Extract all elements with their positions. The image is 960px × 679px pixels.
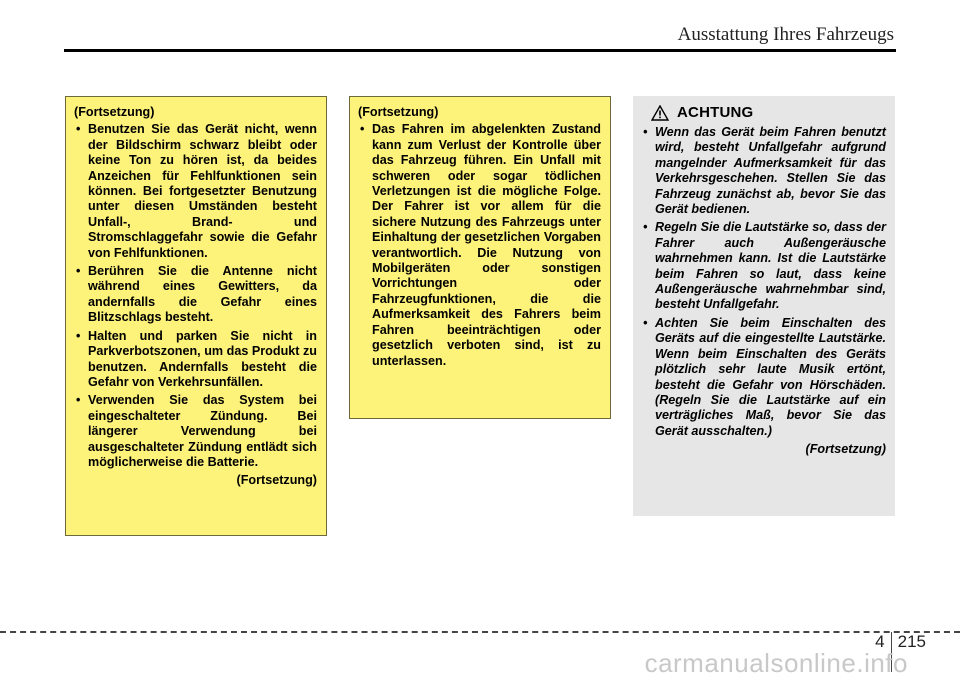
footer-rule — [0, 631, 960, 633]
header-rule — [64, 49, 896, 52]
continued-label: (Fortsetzung) — [74, 105, 155, 119]
continues-label: (Fortsetzung) — [805, 442, 886, 457]
warning-header — [651, 105, 886, 121]
warning-title: ACHTUNG — [677, 104, 754, 122]
bullet-list — [641, 125, 886, 439]
bullet-list — [358, 122, 601, 369]
list-item: • Halten und parken Sie nicht in Parkverbotszonen, um das Produkt zu benutzen. Andernfalls besteht die Gefahr von Verkehrsunfällen. — [74, 329, 317, 391]
watermark: carmanualsonline.info — [644, 648, 908, 678]
page-number-value: 215 — [897, 632, 926, 651]
warning-box — [633, 96, 895, 516]
list-item: • Benutzen Sie das Gerät nicht, wenn der Bildschirm schwarz bleibt oder keine Ton zu hören ist, da beides Anzeichen für Fehlfunktionen sein können. Bei fortgesetzter Benutzung unter diesen Umständen besteht Unfall-, Brand- und Stromschlaggefahr sowie die Gefahr von Fehlfunktionen. — [74, 122, 317, 261]
page-header-title: Ausstattung Ihres Fahrzeugs — [677, 24, 894, 45]
list-item: • Regeln Sie die Lautstärke so, dass der Fahrer auch Außengeräusche wahrnehmen kann. Ist die Lautstärke beim Fahren so laut, dass keine Außengeräusche wahrnehmbar sind, besteht Unfallgefahr. — [641, 220, 886, 312]
list-item: • Berühren Sie die Antenne nicht während eines Gewitters, da andernfalls die Gefahr eines Blitzschlags besteht. — [74, 264, 317, 326]
chapter-number: 4 — [875, 632, 885, 651]
continues-label: (Fortsetzung) — [236, 473, 317, 488]
list-item: • Wenn das Gerät beim Fahren benutzt wird, besteht Unfallgefahr aufgrund mangelnder Aufmerksamkeit für das Verkehrsgeschehen. Stellen Sie das Fahrzeug zunächst ab, bevor Sie das Gerät bedienen. — [641, 125, 886, 217]
bullet-list — [74, 122, 317, 470]
list-item: • Achten Sie beim Einschalten des Geräts auf die eingestellte Lautstärke. Wenn beim Einschalten des Geräts plötzlich sehr laute Musik ertönt, besteht die Gefahr von Hörschäden. (Regeln Sie die Lautstärke auf ein verträgliches Maß, bevor Sie das Gerät ausschalten.) — [641, 316, 886, 439]
info-box-2 — [349, 96, 611, 419]
list-item: • Verwenden Sie das System bei eingeschalteter Zündung. Bei längerer Verwendung bei ausgeschalteter Zündung entlädt sich möglicherweise die Batterie. — [74, 393, 317, 470]
list-item: • Das Fahren im abgelenkten Zustand kann zum Verlust der Kontrolle über das Fahrzeug führen. Ein Unfall mit schweren oder sogar tödlichen Verletzungen ist die mögliche Folge. Der Fahrer ist vor allem für die sichere Nutzung des Fahrzeugs unter Einhaltung der gesetzlichen Vorgaben verantwortlich. Die Nutzung von Mobilgeräten oder sonstigen Vorrichtungen oder Fahrzeugfunktionen, die die Aufmerksamkeit des Fahrers beim Fahren beeinträchtigen oder gesetzlich verboten sind, ist zu unterlassen. — [358, 122, 601, 369]
continued-label: (Fortsetzung) — [358, 105, 439, 119]
info-box-1 — [65, 96, 327, 536]
warning-triangle-icon — [651, 105, 669, 121]
